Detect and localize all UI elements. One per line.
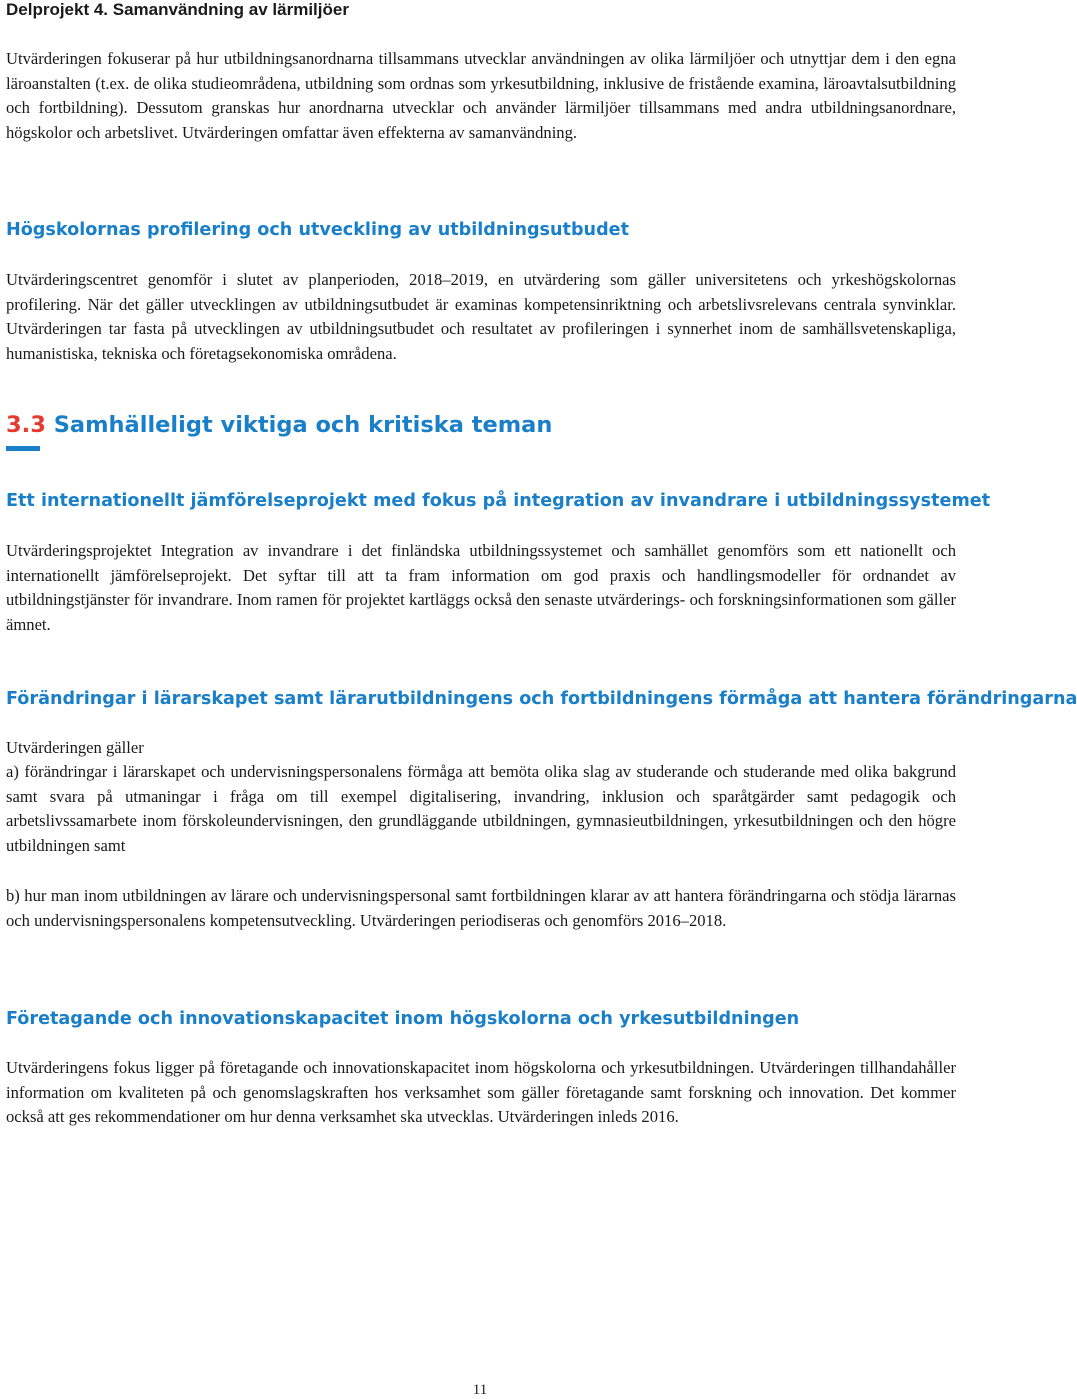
section-underline-bar [6, 446, 40, 451]
teachers-intro: Utvärderingen gäller [6, 738, 144, 757]
section-title-text: Samhälleligt viktiga och kritiska teman [45, 412, 553, 438]
section-number: 3.3 [6, 412, 46, 438]
section-title [6, 411, 552, 439]
profiling-heading: Högskolornas profilering och utveckling av utbildningsutbudet [6, 220, 630, 240]
teachers-item-b: b) hur man inom utbildningen av lärare och undervisningspersonal samt fortbildningen klarar av att hantera förändringarna och stödja lärarnas och undervisningspersonalens kompetensutveckling. Utvärderingen periodiseras och genomförs 2016–2018. [6, 886, 956, 930]
teachers-heading: Förändringar i lärarskapet samt lärarutbildningens och fortbildningens förmåga att hantera förändringarna [6, 689, 1077, 709]
entrepreneurship-paragraph: Utvärderingens fokus ligger på företagande och innovationskapacitet inom högskolorna och yrkesutbildningen. Utvärderingen tillhandahåller information om kvaliteten på och genomslagskraften hos verksamhet som gäller företagande samt forskning och innovation. Det kommer också att ges rekommendationer om hur denna verksamhet ska utvecklas. Utvärderingen inleds 2016. [6, 1058, 956, 1127]
subproject-heading: Delprojekt 4. Samanvändning av lärmiljöer [6, 0, 349, 19]
page-number: 11 [472, 1382, 488, 1398]
integration-paragraph: Utvärderingsprojektet Integration av invandrare i det finländska utbildningssystemet och samhället genomförs som ett nationellt och internationellt jämförelseprojekt. Det syftar till att ta fram information om god praxis och handlingsmodeller för ordnandet av utbildningstjänster för invandrare. Inom ramen för projektet kartläggs också den senaste utvärderings- och forskningsinformationen som gäller ämnet. [6, 541, 956, 634]
profiling-paragraph: Utvärderingscentret genomför i slutet av planperioden, 2018–2019, en utvärdering som gäller universitetens och yrkeshögskolornas profilering. När det gäller utvecklingen av utbildningsutbudet är examinas kompetensinriktning och arbetslivsrelevans centrala synvinklar. Utvärderingen tar fasta på utvecklingen av utbildningsutbudet och resultatet av profileringen i synnerhet inom de samhällsvetenskapliga, humanistiska, tekniska och företagsekonomiska områdena. [6, 270, 956, 363]
entrepreneurship-heading: Företagande och innovationskapacitet inom högskolorna och yrkesutbildningen [6, 1009, 800, 1029]
teachers-item-a: a) förändringar i lärarskapet och undervisningspersonalens förmåga att bemöta olika slag av studerande och studerande med olika bakgrund samt svara på utmaningar i fråga om till exempel digitalisering, invandring, inklusion och sparåtgärder samt pedagogik och arbetslivssamarbete inom förskoleundervisningen, den grundläggande utbildningen, gymnasieutbildningen, yrkesutbildningen och den högre utbildningen samt [6, 762, 956, 855]
intro-paragraph: Utvärderingen fokuserar på hur utbildningsanordnarna tillsammans utvecklar användningen av olika lärmiljöer och utnyttjar dem i den egna läroanstalten (t.ex. de olika studieområdena, utbildning som ordnas som yrkesutbildning, inklusive de fristående examina, läroavtalsutbildning och fortbildning). Dessutom granskas hur anordnarna utvecklar och använder lärmiljöer tillsammans med andra utbildningsanordnare, högskolor och arbetslivet. Utvärderingen omfattar även effekterna av samanvändning. [6, 49, 956, 142]
integration-heading: Ett internationellt jämförelseprojekt med fokus på integration av invandrare i utbildningssystemet [6, 491, 991, 511]
